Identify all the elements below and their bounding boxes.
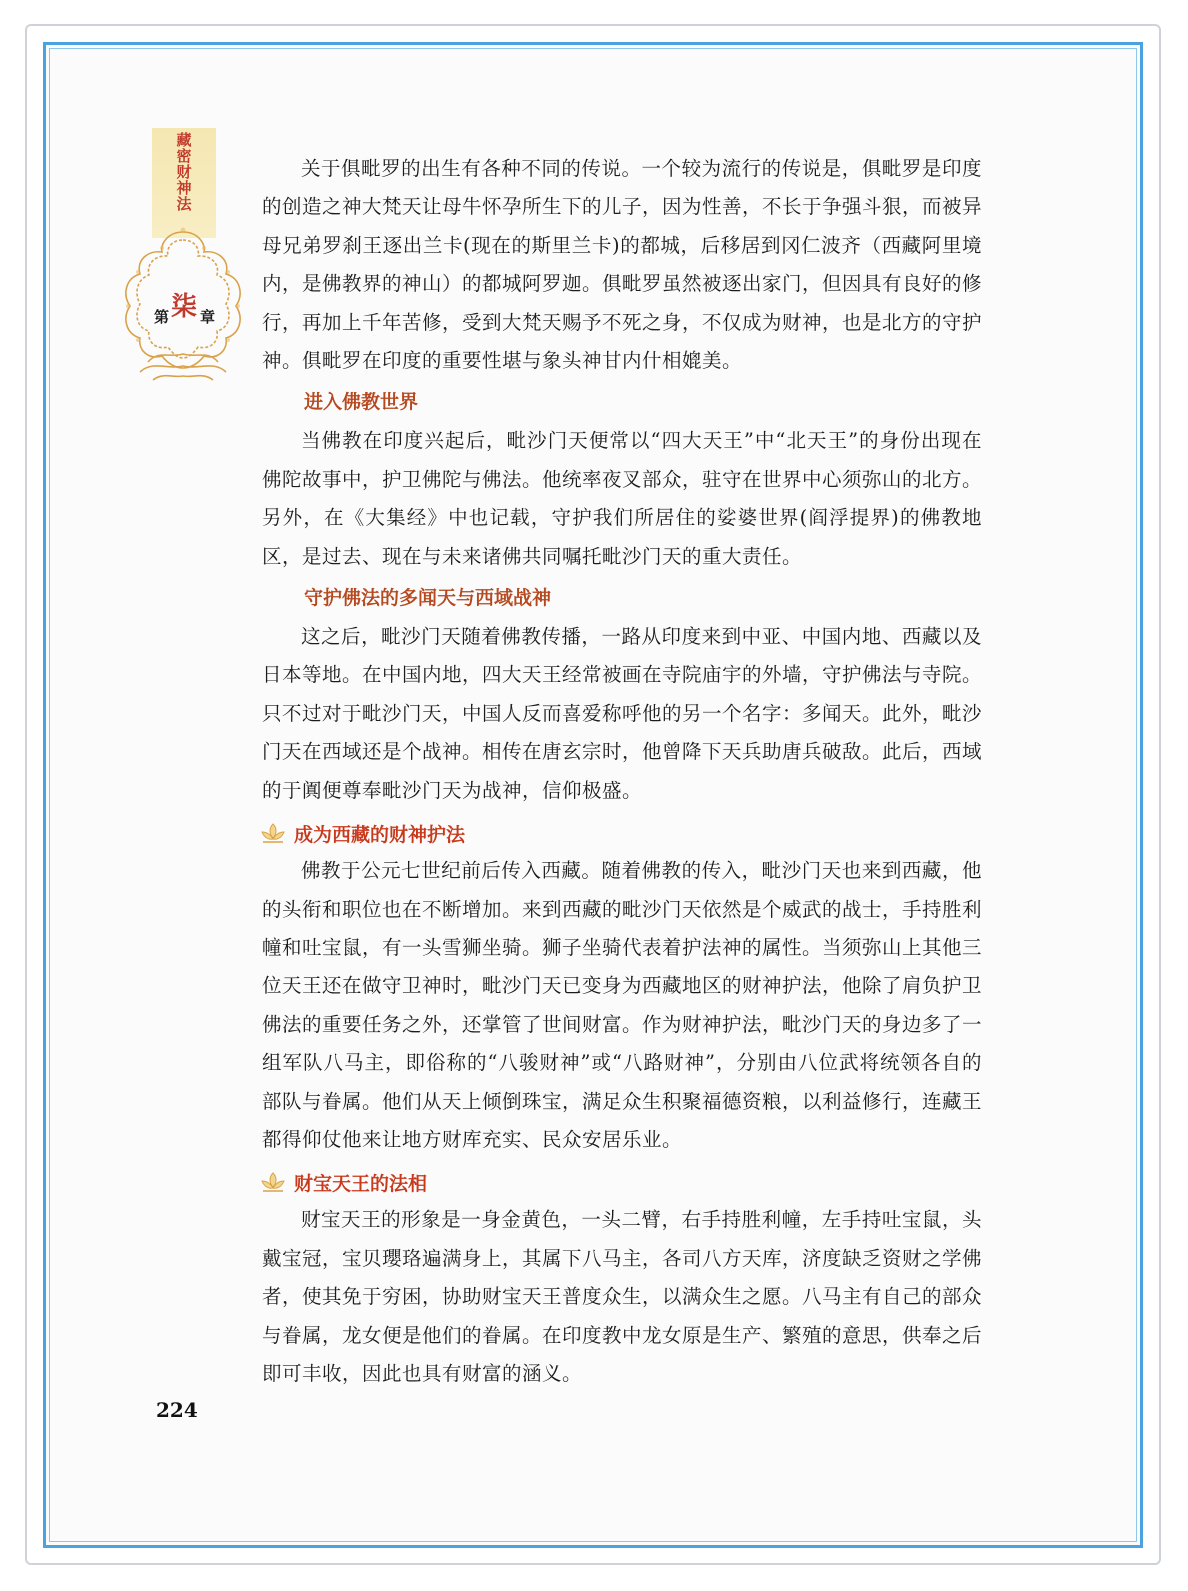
series-title: 藏密财神法: [174, 132, 193, 212]
chapter-number: 柒: [171, 292, 198, 322]
section-title: 财宝天王的法相: [294, 1172, 428, 1195]
subheading-enter-buddhism: 进入佛教世界: [304, 391, 419, 414]
section-heading-wealth-protector: [258, 814, 982, 852]
subheading-war-god: 守护佛法的多闻天与西域战神: [304, 587, 552, 610]
paragraph-war-god: 这之后，毗沙门天随着佛教传播，一路从印度来到中亚、中国内地、西藏以及日本等地。在中国内地，四大天王经常被画在寺院庙宇的外墙，守护佛法与寺院。只不过对于毗沙门天，中国人反而喜爱称呼他的另一个名字：多闻天。此外，毗沙门天在西域还是个战神。相传在唐玄宗时，他曾降下天兵助唐兵破敌。此后，西域的于阗便尊奉毗沙门天为战神，信仰极盛。: [262, 625, 983, 802]
lotus-bullet-icon: [258, 820, 288, 846]
chapter-suffix: 章: [200, 308, 216, 326]
paragraph-enter-buddhism: 当佛教在印度兴起后，毗沙门天便常以“四大天王”中“北天王”的身份出现在佛陀故事中，护卫佛陀与佛法。他统率夜叉部众，驻守在世界中心须弥山的北方。另外，在《大集经》中也记载，守护我们所居住的娑婆世界(阎浮提界)的佛教地区，是过去、现在与未来诸佛共同嘱托毗沙门天的重大责任。: [262, 429, 983, 568]
section-heading-form: [258, 1163, 982, 1201]
intro-paragraph: 关于俱毗罗的出生有各种不同的传说。一个较为流行的传说是，俱毗罗是印度的创造之神大梵天让母牛怀孕所生下的儿子，因为性善，不长于争强斗狠，而被异母兄弟罗刹王逐出兰卡(现在的斯里兰卡)的都城，后移居到冈仁波齐（西藏阿里境内，是佛教界的神山）的都城阿罗迦。俱毗罗虽然被逐出家门，但因具有良好的修行，再加上千年苦修，受到大梵天赐予不死之身，不仅成为财神，也是北方的守护神。俱毗罗在印度的重要性堪与象头神甘内什相媲美。: [262, 157, 983, 373]
section-title: 成为西藏的财神护法: [294, 823, 466, 846]
paragraph-form: 财宝天王的形象是一身金黄色，一头二臂，右手持胜利幢，左手持吐宝鼠，头戴宝冠，宝贝瓔珞遍满身上，其属下八马主，各司八方天库，济度缺乏资财之学佛者，使其免于穷困，协助财宝天王普度众生，以满众生之愿。八马主有自己的部众与眷属，龙女便是他们的眷属。在印度教中龙女原是生产、繁殖的意思，供奉之后即可丰收，因此也具有财富的涵义。: [262, 1208, 983, 1385]
chapter-prefix: 第: [154, 308, 170, 326]
page-number: 224: [156, 1398, 198, 1422]
main-content: [262, 150, 982, 1393]
paragraph-wealth-protector: 佛教于公元七世纪前后传入西藏。随着佛教的传入，毗沙门天也来到西藏，他的头衔和职位也在不断增加。来到西藏的毗沙门天依然是个威武的战士，手持胜利幢和吐宝鼠，有一头雪狮坐骑。狮子坐骑代表着护法神的属性。当须弥山上其他三位天王还在做守卫神时，毗沙门天已变身为西藏地区的财神护法，他除了肩负护卫佛法的重要任务之外，还掌管了世间财富。作为财神护法，毗沙门天的身边多了一组军队八马主，即俗称的“八骏财神”或“八路财神”，分别由八位武将统领各自的部队与眷属。他们从天上倾倒珠宝，满足众生积聚福德资粮，以利益修行，连藏王都得仰仗他来让地方财库充实、民众安居乐业。: [262, 859, 983, 1151]
lotus-bullet-icon: [258, 1169, 288, 1195]
